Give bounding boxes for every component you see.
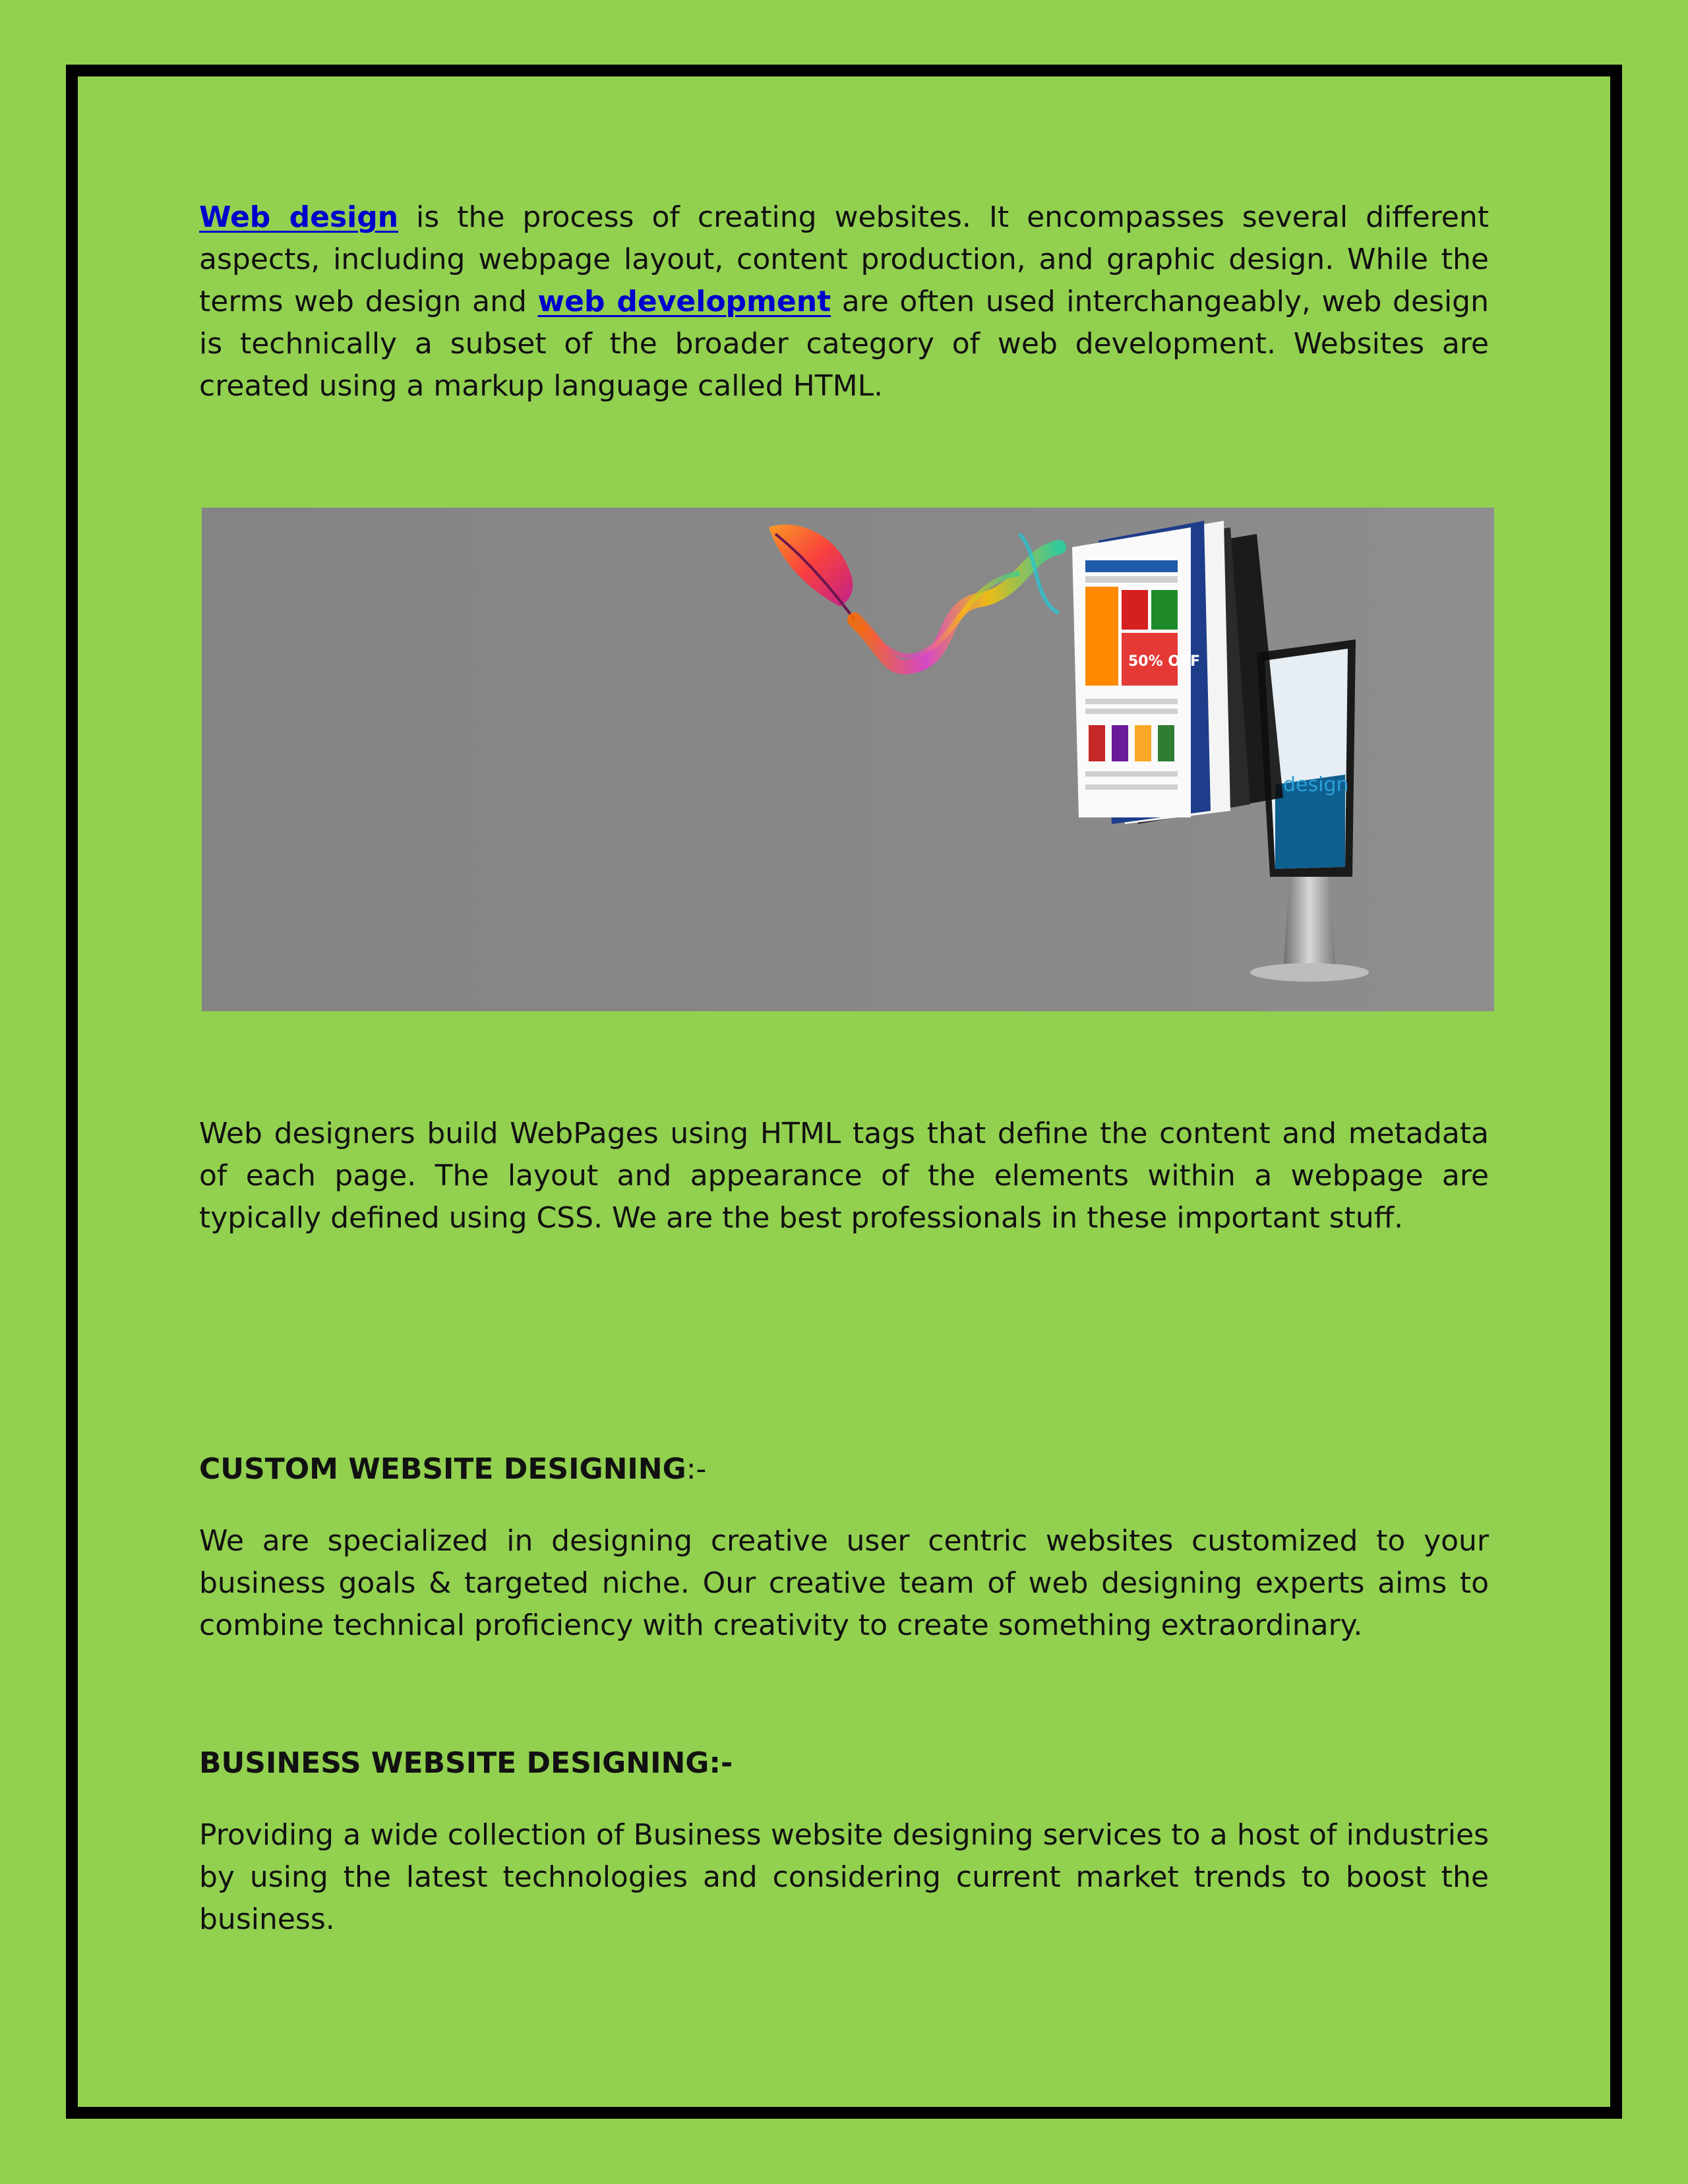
feather-icon (769, 525, 855, 620)
custom-heading-suffix: :- (686, 1452, 707, 1486)
business-heading-text: BUSINESS WEBSITE DESIGNING:- (199, 1746, 733, 1780)
intro-paragraph (199, 196, 1489, 407)
custom-website-body: We are specialized in designing creative user centric websites customized to your business goals & targeted niche. Our creative team of web designing experts aims to combine technical proficiency with creativity to create something extraordinary. (199, 1524, 1489, 1642)
smoke-trail (855, 534, 1059, 667)
web-development-link[interactable]: web development (537, 285, 831, 318)
web-design-link[interactable]: Web design (199, 200, 399, 234)
intro-text-1: is the process of creating websites. It encompasses several different aspects, including webpage layout, content production, and graphic design. While the terms web design and (199, 200, 1489, 318)
custom-heading-text: CUSTOM WEBSITE DESIGNING (199, 1452, 686, 1486)
designers-paragraph: Web designers build WebPages using HTML tags that define the content and metadata of each page. The layout and appearance of the elements within a webpage are typically defined using CSS. We are the best professionals in these important stuff. (199, 1117, 1489, 1235)
web-design-illustration (202, 508, 1494, 1011)
screen-word: design (1283, 773, 1349, 796)
business-website-body: Providing a wide collection of Business website designing services to a host of industries by using the latest technologies and considering current market trends to boost the business. (199, 1818, 1489, 1936)
custom-website-heading (199, 1448, 1489, 1490)
layered-webpages (1072, 521, 1283, 824)
intro-text-2: are often used interchangeably, web design is technically a subset of the broader category of web development. Websites are created using a markup language called HTML. (199, 285, 1489, 403)
hero-image (202, 508, 1494, 1011)
business-website-heading (199, 1742, 1489, 1785)
sale-text: 50% OFF (1128, 653, 1201, 670)
